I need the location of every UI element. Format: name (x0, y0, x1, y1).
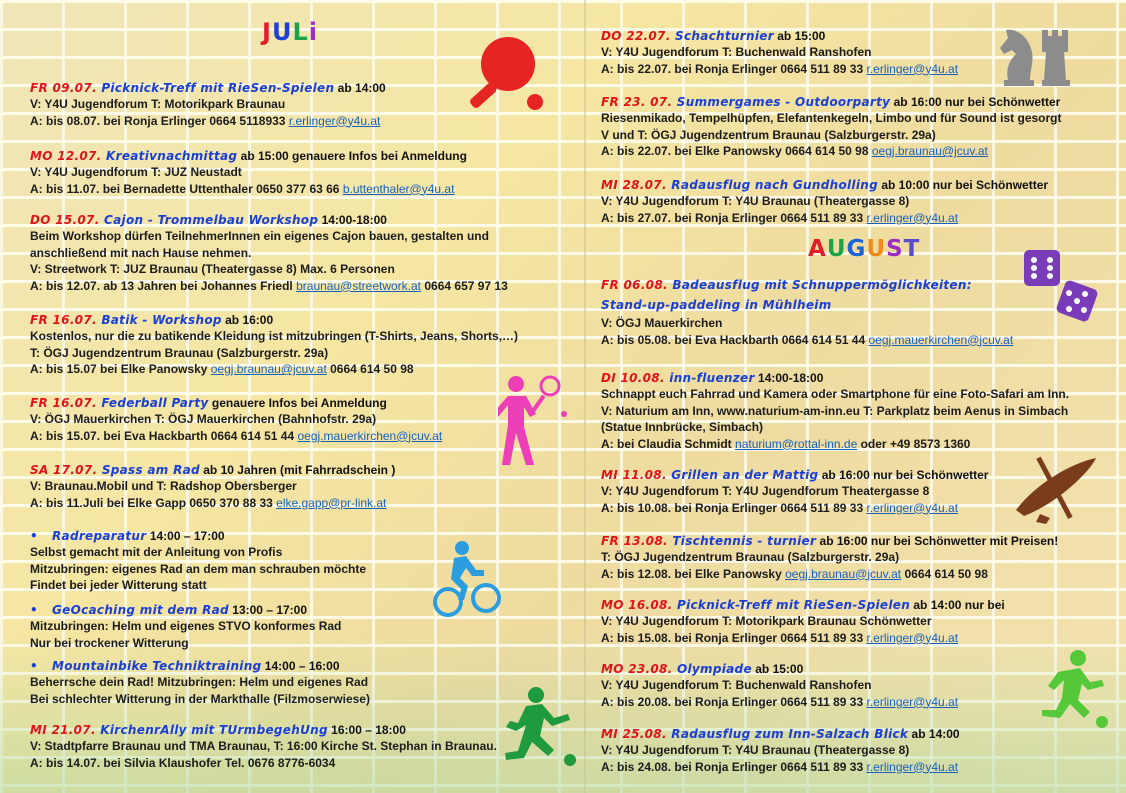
jul-title-text (262, 18, 318, 46)
email-link[interactable]: oegj.mauerkirchen@jcuv.at (297, 428, 443, 443)
event-block (601, 370, 1116, 452)
event-title: Mountainbike Techniktraining (52, 659, 262, 673)
detail-text: A: bis 15.08. bei Ronja Erlinger 0664 511 89 33 (601, 630, 867, 645)
event-title: Spass am Rad (101, 463, 200, 477)
detail-text: oder +49 8573 1360 (857, 436, 971, 451)
page-fold (584, 0, 586, 793)
event-date: DO 15.07. (30, 213, 105, 227)
email-link[interactable]: elke.gapp@pr-link.at (276, 495, 387, 510)
event-block (601, 726, 1116, 775)
event-detail-line (601, 419, 1116, 436)
detail-text: V: Y4U Jugendforum T: Y4U Braunau (Theatergasse 8) (601, 743, 910, 757)
event-detail-line (30, 164, 575, 181)
event-title: Schachturnier (675, 29, 774, 43)
event-title: Summergames - Outdoorparty (676, 95, 891, 109)
detail-text: V: Y4U Jugendforum T: Buchenwald Ranshofen (601, 678, 872, 692)
detail-text: Riesenmikado, Tempelhüpfen, Elefantenkegeln, Limbo und für Sound ist gesorgt (601, 111, 1062, 125)
event-detail-line (601, 143, 1116, 160)
detail-text: Mitzubringen: eigenes Rad an dem man schrauben möchte (30, 561, 367, 576)
event-date: SA 17.07. (30, 463, 102, 477)
event-title: Federball Party (101, 396, 209, 410)
detail-text: Beherrsche dein Rad! Mitzubringen: Helm und eigenes Rad (30, 675, 369, 689)
event-detail-line (601, 332, 1116, 349)
email-link[interactable]: r.erlinger@y4u.at (866, 694, 959, 709)
title-letter: L (292, 18, 309, 46)
event-date: FR 16.07. (30, 313, 102, 327)
detail-text: A: bis 15.07. bei Eva Hackbarth 0664 614 51 44 (30, 428, 298, 443)
event-block (30, 148, 575, 197)
event-title: Picknick-Treff mit RieSen-Spielen (677, 598, 911, 612)
event-detail-line (601, 759, 1116, 776)
email-link[interactable]: b.uttenthaler@y4u.at (342, 181, 455, 196)
detail-text: 0664 657 97 13 (421, 278, 508, 293)
event-title: Grillen an der Mattig (671, 468, 819, 482)
event-title: Olympiade (677, 662, 752, 676)
event-time: ab 15:00 (773, 29, 826, 43)
event-time: ab 15:00 (751, 662, 804, 676)
dice-icon (1022, 248, 1102, 328)
detail-text: A: bis 12.07. ab 13 Jahren bei Johannes Friedl (30, 278, 297, 293)
detail-text: V: ÖGJ Mauerkirchen T: ÖGJ Mauerkirchen (Bahnhofstr. 29a) (30, 412, 377, 426)
aug-title-text (808, 236, 920, 262)
event-detail-line (601, 386, 1116, 403)
event-detail-line (30, 228, 575, 245)
event-title-line (30, 312, 575, 328)
july-heading (262, 18, 318, 46)
title-letter: U (866, 236, 887, 262)
detail-text: A: bis 27.07. bei Ronja Erlinger 0664 511 89 33 (601, 210, 867, 225)
bullet-dot: • (30, 659, 38, 673)
event-detail-line (30, 495, 575, 512)
event-time: 14:00 – 16:00 (261, 659, 340, 673)
detail-text: (Statue Innbrücke, Simbach) (601, 420, 764, 434)
event-title: Radausflug nach Gundholling (671, 178, 878, 192)
event-detail-line (30, 181, 575, 198)
email-link[interactable]: r.erlinger@y4u.at (866, 210, 959, 225)
detail-text: V: Stadtpfarre Braunau und TMA Braunau, T: 16:00 Kirche St. Stephan in Braunau. (30, 739, 497, 753)
detail-text: A: bis 08.07. bei Ronja Erlinger 0664 5118933 (30, 113, 289, 128)
event-time: 13:00 – 17:00 (228, 603, 308, 617)
event-block (30, 312, 575, 378)
detail-text: A: bis 05.08. bei Eva Hackbarth 0664 614 51 44 (601, 332, 869, 347)
event-title: Picknick-Treff mit RieSen-Spielen (101, 81, 335, 95)
detail-text: V: ÖGJ Mauerkirchen (601, 316, 723, 330)
detail-text: T: ÖGJ Jugendzentrum Braunau (Salzburgerstr. 29a) (601, 550, 900, 564)
event-detail-line (30, 478, 575, 495)
tennis-player-icon (498, 374, 570, 470)
event-date: MI 25.08. (601, 727, 672, 741)
detail-text: V: Y4U Jugendforum T: Y4U Braunau (Theatergasse 8) (601, 194, 910, 208)
event-date: MI 21.07. (30, 723, 101, 737)
event-date: MO 12.07. (30, 149, 107, 163)
email-link[interactable]: r.erlinger@y4u.at (866, 61, 959, 76)
title-letter: T (903, 236, 921, 262)
detail-text: A: bis 24.08. bei Ronja Erlinger 0664 511 89 33 (601, 759, 867, 774)
email-link[interactable]: r.erlinger@y4u.at (288, 113, 381, 128)
event-title: Cajon - Trommelbau Workshop (104, 213, 319, 227)
event-date: MI 28.07. (601, 178, 672, 192)
detail-text: A: bis 11.Juli bei Elke Gapp 0650 370 88 33 (30, 495, 277, 510)
email-link[interactable]: naturium@rottal-inn.de (735, 436, 858, 451)
detail-text: A: bis 11.07. bei Bernadette Uttenthaler 0650 377 63 66 (30, 181, 343, 196)
detail-text: A: bei Claudia Schmidt (601, 436, 736, 451)
soccer-player-icon (494, 686, 578, 770)
event-time: 14:00-18:00 (754, 371, 824, 385)
detail-text: Selbst gemacht mit der Anleitung von Profis (30, 545, 283, 559)
event-time: 14:00-18:00 (318, 213, 387, 227)
title-letter: A (808, 236, 827, 262)
event-time: 14:00 – 17:00 (146, 529, 225, 543)
event-detail-line (601, 127, 1116, 144)
event-detail-line (601, 403, 1116, 420)
detail-text: Nur bei trockener Witterung (30, 635, 189, 650)
event-detail-line (30, 245, 575, 262)
event-time: ab 14:00 (334, 81, 386, 95)
detail-text: V: Streetwork T: JUZ Braunau (Theatergasse 8) Max. 6 Personen (30, 262, 395, 276)
event-detail-line (30, 618, 575, 635)
event-detail-line (601, 549, 1116, 566)
event-detail-line (601, 566, 1116, 583)
event-detail-line (30, 428, 575, 445)
detail-text: V: Y4U Jugendforum T: JUZ Neustadt (30, 165, 242, 179)
event-block (30, 462, 575, 511)
event-time: ab 16:00 (221, 313, 274, 327)
event-time: ab 16:00 nur bei Schönwetter (818, 468, 989, 482)
cyclist-icon (432, 540, 502, 618)
event-time: 16:00 – 18:00 (327, 723, 406, 737)
event-title-line (601, 94, 1116, 110)
event-time: ab 16:00 nur bei Schönwetter mit Preisen! (816, 534, 1059, 548)
event-title: Batik - Workshop (101, 313, 222, 327)
detail-text: Kostenlos, nur die zu batikende Kleidung ist mitzubringen (T-Shirts, Jeans, Shorts,…) (30, 329, 519, 343)
detail-text: A: bis 10.08. bei Ronja Erlinger 0664 511 89 33 (601, 500, 867, 515)
event-date: FR 06.08. (601, 278, 673, 292)
ping-pong-paddle-icon (464, 34, 548, 114)
event-block (30, 212, 575, 294)
event-detail-line (601, 110, 1116, 127)
event-detail-line (30, 361, 575, 378)
title-letter: G (846, 236, 867, 262)
email-link[interactable]: r.erlinger@y4u.at (866, 630, 959, 645)
detail-text: V: Y4U Jugendforum T: Motorikpark Braunau (30, 97, 286, 111)
title-letter: J (262, 18, 272, 46)
event-block (601, 177, 1116, 226)
event-detail-line (30, 345, 575, 362)
detail-text: V: Y4U Jugendforum T: Y4U Jugendforum Theatergasse 8 (601, 484, 930, 498)
email-link[interactable]: r.erlinger@y4u.at (866, 759, 959, 774)
event-title: inn-fluenzer (669, 371, 755, 385)
event-time: ab 16:00 nur bei Schönwetter (890, 95, 1061, 109)
event-title: Tischtennis - turnier (672, 534, 817, 548)
event-time: genauere Infos bei Anmeldung (208, 396, 387, 410)
bullet-dot: • (30, 529, 38, 543)
event-title-line (601, 177, 1116, 193)
detail-text: 0664 614 50 98 (326, 362, 414, 376)
event-detail-line (30, 278, 575, 295)
event-title: Kreativnachmittag (106, 149, 238, 163)
event-title-line (601, 533, 1116, 549)
detail-text: V und T: ÖGJ Jugendzentrum Braunau (Salzburgerstr. 29a) (601, 127, 936, 142)
detail-text: 0664 614 50 98 (901, 566, 988, 581)
event-date: FR 09.07. (30, 81, 102, 95)
detail-text: Findet bei jeder Witterung statt (30, 578, 207, 592)
event-title: KirchenrAlly mit TUrmbegehUng (100, 723, 328, 737)
event-time: ab 10:00 nur bei Schönwetter (878, 178, 1049, 192)
email-link[interactable]: oegj.mauerkirchen@jcuv.at (868, 332, 1014, 347)
event-title-line (30, 395, 575, 411)
event-date: FR 23. 07. (601, 95, 677, 109)
event-detail-line (601, 742, 1116, 759)
event-date: MI 11.08. (601, 468, 672, 482)
event-title: Radreparatur (52, 529, 147, 543)
detail-text: Schnappt euch Fahrrad und Kamera oder Smartphone für eine Foto-Safari am Inn. (601, 387, 1070, 401)
event-detail-line (30, 411, 575, 428)
event-block (601, 94, 1116, 160)
event-detail-line (30, 261, 575, 278)
event-time: ab 10 Jahren (mit Fahrradschein ) (199, 463, 396, 477)
title-letter: U (826, 236, 847, 262)
event-block (30, 395, 575, 444)
title-letter: S (886, 236, 904, 262)
canoe-paddle-icon (1012, 452, 1100, 524)
detail-text: Beim Workshop dürfen TeilnehmerInnen ein eigenes Cajon bauen, gestalten und (30, 229, 489, 243)
detail-text: anschließend mit nach Hause nehmen. (30, 245, 252, 260)
chess-pieces-icon (998, 22, 1074, 90)
event-date: MO 23.08. (601, 662, 678, 676)
bullet-dot: • (30, 603, 38, 617)
event-date: DO 22.07. (601, 29, 676, 43)
detail-text: T: ÖGJ Jugendzentrum Braunau (Salzburgerstr. 29a) (30, 345, 329, 360)
event-block (601, 597, 1116, 646)
event-title-line (601, 370, 1116, 386)
email-link[interactable]: oegj.braunau@jcuv.at (871, 144, 988, 158)
detail-text: A: bis 14.07. bei Silvia Klaushofer Tel. 0676 8776-6034 (30, 755, 336, 770)
event-detail-line (601, 210, 1116, 227)
event-date: DI 10.08. (601, 371, 670, 385)
detail-text: A: bis 12.08. bei Elke Panowsky (601, 566, 786, 581)
detail-text: A: bis 22.07. bei Elke Panowsky 0664 614 50 98 (601, 144, 872, 158)
event-title: GeOcaching mit dem Rad (52, 603, 229, 617)
detail-text: V: Y4U Jugendforum T: Motorikpark Braunau Schönwetter (601, 614, 932, 628)
detail-text: A: bis 15.07 bei Elke Panowsky (30, 362, 211, 376)
detail-text: A: bis 20.08. bei Ronja Erlinger 0664 511 89 33 (601, 694, 867, 709)
title-letter: U (271, 18, 293, 46)
event-title-line (30, 212, 575, 228)
event-title: Badeausflug mit Schnuppermöglichkeiten: (672, 278, 972, 292)
detail-text: V: Braunau.Mobil und T: Radshop Obersberger (30, 479, 297, 493)
detail-text: V: Naturium am Inn, www.naturium-am-inn.eu T: Parkplatz beim Aenus in Simbach (601, 403, 1069, 418)
event-detail-line (601, 630, 1116, 647)
event-title-continued: Stand-up-paddeling in Mühlheim (601, 298, 832, 312)
email-link[interactable]: r.erlinger@y4u.at (866, 500, 959, 515)
event-title-line (30, 658, 575, 674)
running-player-icon (1028, 650, 1112, 730)
detail-text: A: bis 22.07. bei Ronja Erlinger 0664 511 89 33 (601, 61, 867, 76)
event-title-line (601, 597, 1116, 613)
august-heading (808, 236, 920, 262)
event-detail-line (601, 193, 1116, 210)
title-letter: i (308, 18, 318, 46)
event-date: MO 16.08. (601, 598, 678, 612)
event-title: Radausflug zum Inn-Salzach Blick (671, 727, 909, 741)
event-detail-line (30, 328, 575, 345)
email-link[interactable]: braunau@streetwork.at (296, 278, 422, 293)
event-title-line (30, 148, 575, 164)
detail-text: Bei schlechter Witterung in der Markthalle (Filzmoserwiese) (30, 691, 370, 706)
detail-text: Mitzubringen: Helm und eigenes STVO konformes Rad (30, 619, 342, 633)
event-detail-line (30, 113, 575, 130)
event-time: ab 14:00 (908, 727, 960, 741)
event-detail-line (601, 436, 1116, 453)
event-block (601, 533, 1116, 582)
email-link[interactable]: oegj.braunau@jcuv.at (785, 566, 902, 581)
event-time: ab 15:00 genauere Infos bei Anmeldung (237, 149, 467, 163)
event-title-line (30, 462, 575, 478)
detail-text: V: Y4U Jugendforum T: Buchenwald Ranshofen (601, 45, 872, 59)
event-detail-line (601, 613, 1116, 630)
event-date: FR 16.07. (30, 396, 102, 410)
event-time: ab 14:00 nur bei (910, 598, 1005, 612)
event-detail-line (30, 635, 575, 652)
event-date: FR 13.08. (601, 534, 673, 548)
email-link[interactable]: oegj.braunau@jcuv.at (210, 362, 327, 376)
